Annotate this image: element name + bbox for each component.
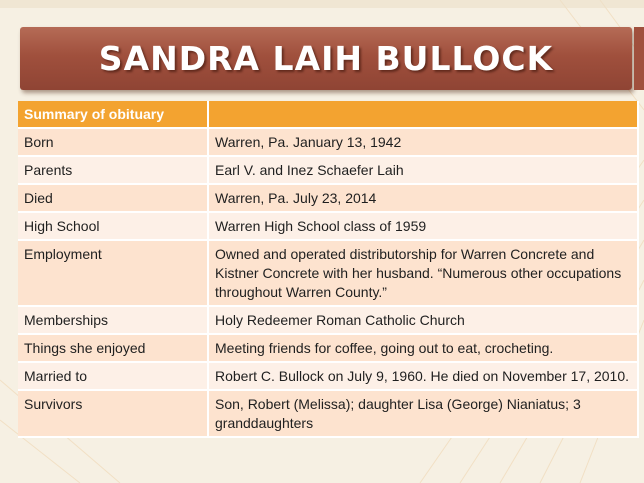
row-value: Warren, Pa. January 13, 1942 xyxy=(208,128,638,156)
row-label: Died xyxy=(18,184,208,212)
row-value: Meeting friends for coffee, going out to eat, crocheting. xyxy=(208,334,638,362)
row-label: Employment xyxy=(18,240,208,306)
table-row-survivors xyxy=(18,390,638,437)
row-label: Married to xyxy=(18,362,208,390)
row-value: Holy Redeemer Roman Catholic Church xyxy=(208,306,638,334)
table-row-employment xyxy=(18,240,638,306)
row-label: Parents xyxy=(18,156,208,184)
row-label: Memberships xyxy=(18,306,208,334)
row-value: Earl V. and Inez Schaefer Laih xyxy=(208,156,638,184)
table-row-things-enjoyed xyxy=(18,334,638,362)
row-label: Survivors xyxy=(18,390,208,437)
row-label: Born xyxy=(18,128,208,156)
table-row-memberships xyxy=(18,306,638,334)
table-row-high-school xyxy=(18,212,638,240)
table-header-row xyxy=(18,101,638,128)
row-value: Owned and operated distributorship for Warren Concrete and Kistner Concrete with her husband. “Numerous other occupations throughout Warren County.” xyxy=(208,240,638,306)
row-label: Things she enjoyed xyxy=(18,334,208,362)
obituary-table xyxy=(18,101,639,438)
row-value: Warren, Pa. July 23, 2014 xyxy=(208,184,638,212)
row-value: Robert C. Bullock on July 9, 1960. He died on November 17, 2010. xyxy=(208,362,638,390)
row-value: Warren High School class of 1959 xyxy=(208,212,638,240)
row-label: High School xyxy=(18,212,208,240)
table-row-parents xyxy=(18,156,638,184)
header-details xyxy=(208,101,638,128)
obituary-table-container xyxy=(18,101,638,438)
table-row-married-to xyxy=(18,362,638,390)
title-bar xyxy=(20,27,632,90)
table-row-born xyxy=(18,128,638,156)
title-bar-edge-tab xyxy=(634,27,644,90)
row-value: Son, Robert (Melissa); daughter Lisa (George) Nianiatus; 3 granddaughters xyxy=(208,390,638,437)
header-summary: Summary of obituary xyxy=(18,101,208,128)
table-row-died xyxy=(18,184,638,212)
slide-title: SANDRA LAIH BULLOCK xyxy=(98,39,554,78)
